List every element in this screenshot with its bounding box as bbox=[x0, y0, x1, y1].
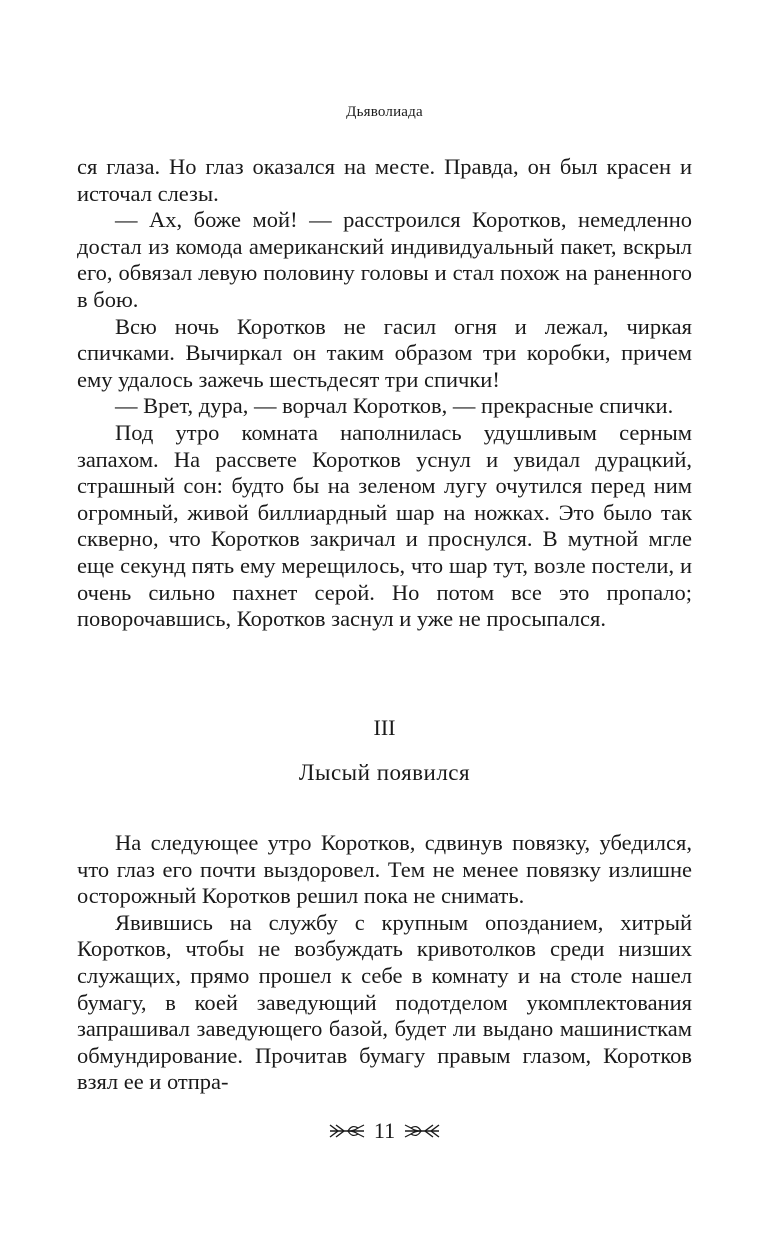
left-ornament-icon bbox=[328, 1122, 366, 1140]
paragraph: Явившись на службу с крупным опозданием, хитрый Коротков, чтобы не возбуждать кривотолков среди низших служащих, прямо прошел к себе в комнату и на столе нашел бумагу, в коей заведующий подотделом укомплектования запрашивал заведующего базой, будет ли выдано машинисткам обмундирование. Прочитав бумагу правым глазом, Коротков взял ее и отпра- bbox=[77, 909, 692, 1095]
paragraph: На следующее утро Коротков, сдвинув повязку, убедился, что глаз его почти выздоровел. Тем не менее повязку излишне осторожный Коротков решил пока не снимать. bbox=[77, 830, 692, 909]
chapter-number: III bbox=[373, 715, 396, 740]
running-head: Дьяволиада bbox=[346, 104, 423, 120]
text-block-top bbox=[77, 154, 692, 633]
page-number: 11 bbox=[373, 1118, 396, 1143]
paragraph: Под утро комната наполнилась удушливым серным запахом. На рассвете Коротков уснул и увидал дурацкий, страшный сон: будто бы на зеленом лугу очутился перед ним огромный, живой биллиардный шар на ножках. Это было так скверно, что Коротков закричал и проснулся. В мутной мгле еще секунд пять ему мерещилось, что шар тут, возле постели, и очень сильно пахнет серой. Но потом все это пропало; поворочавшись, Коротков заснул и уже не просыпался. bbox=[77, 419, 692, 632]
right-ornament-icon bbox=[403, 1122, 441, 1140]
page-footer bbox=[0, 1118, 769, 1144]
paragraph: — Ах, боже мой! — расстроился Коротков, немедленно достал из комода американский индивидуальный пакет, вскрыл его, обвязал левую половину головы и стал похож на раненного в бою. bbox=[77, 207, 692, 312]
paragraph: ся глаза. Но глаз оказался на месте. Правда, он был красен и источал слезы. bbox=[77, 154, 692, 206]
paragraph: — Врет, дура, — ворчал Коротков, — прекрасные спички. bbox=[115, 393, 674, 419]
paragraph: Всю ночь Коротков не гасил огня и лежал, чиркая спичками. Вычиркал он таким образом три коробки, причем ему удалось зажечь шестьдесят три спички! bbox=[77, 313, 692, 392]
chapter-title: Лысый появился bbox=[298, 760, 471, 785]
text-block-bottom bbox=[77, 830, 692, 1096]
